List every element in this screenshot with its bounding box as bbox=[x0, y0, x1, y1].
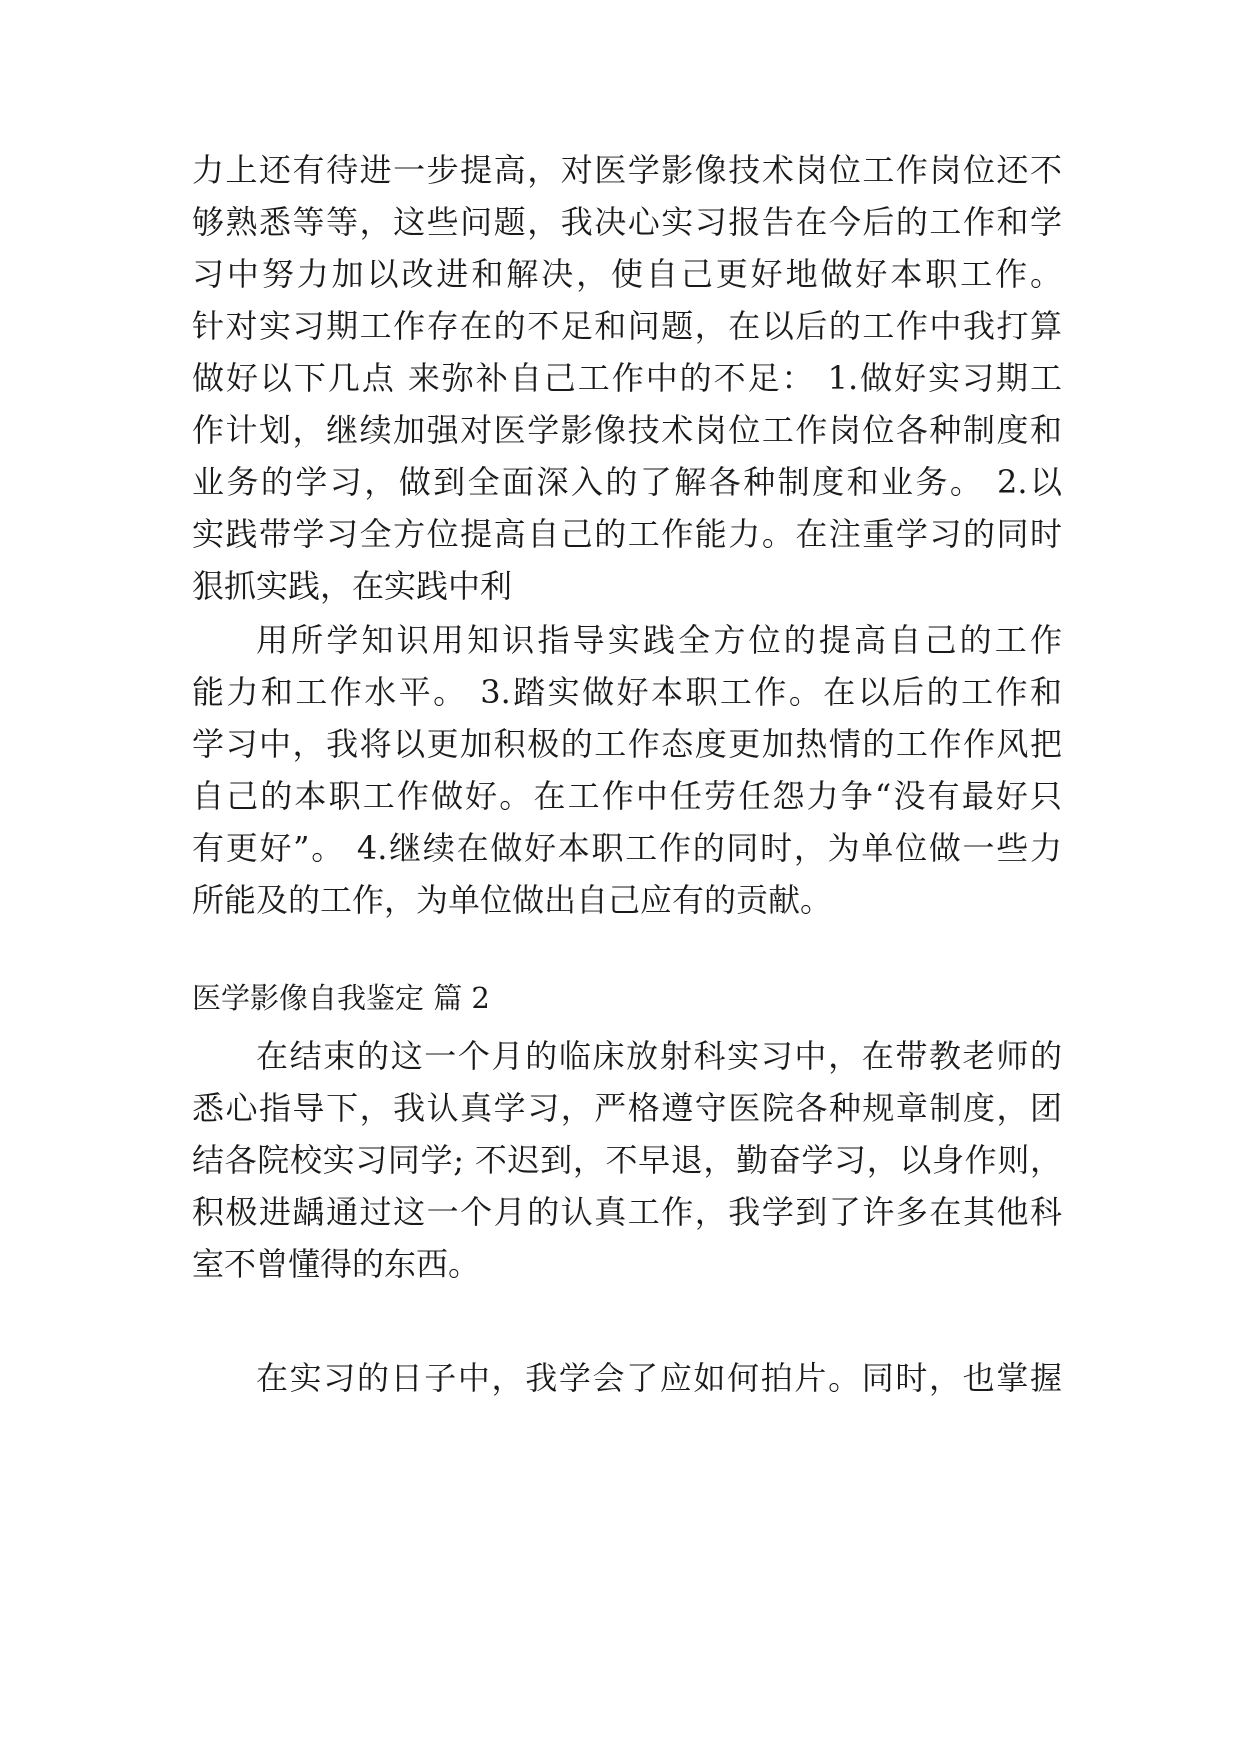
paragraph-line: 够熟悉等等，这些问题，我决心实习报告在今后的工作和学 bbox=[192, 203, 1062, 241]
paragraph-line: 习中努力加以改进和解决，使自己更好地做好本职工作。 bbox=[192, 255, 1062, 293]
paragraph-line: 实践带学习全方位提高自己的工作能力。在注重学习的同时 bbox=[192, 515, 1062, 553]
paragraph-line: 做好以下几点 来弥补自己工作中的不足： 1.做好实习期工 bbox=[192, 359, 1062, 397]
paragraph-line: 用所学知识用知识指导实践全方位的提高自己的工作 bbox=[256, 621, 1062, 659]
paragraph-line: 有更好”。 4.继续在做好本职工作的同时，为单位做一些力 bbox=[192, 829, 1062, 867]
section-heading: 医学影像自我鉴定 篇 2 bbox=[192, 981, 490, 1015]
paragraph-line: 业务的学习，做到全面深入的了解各种制度和业务。 2.以 bbox=[192, 463, 1062, 501]
paragraph-line: 结各院校实习同学; 不迟到，不早退，勤奋学习，以身作则， bbox=[192, 1141, 1062, 1179]
paragraph-line: 在实习的日子中，我学会了应如何拍片。同时，也掌握 bbox=[256, 1359, 1062, 1397]
paragraph-line: 室不曾懂得的东西。 bbox=[192, 1245, 481, 1283]
paragraph-line: 积极进龋通过这一个月的认真工作，我学到了许多在其他科 bbox=[192, 1193, 1062, 1231]
paragraph-line: 针对实习期工作存在的不足和问题，在以后的工作中我打算 bbox=[192, 307, 1062, 345]
paragraph-line: 狠抓实践，在实践中利 bbox=[192, 567, 513, 605]
paragraph-line: 能力和工作水平。 3.踏实做好本职工作。在以后的工作和 bbox=[192, 673, 1062, 711]
paragraph-line: 作计划，继续加强对医学影像技术岗位工作岗位各种制度和 bbox=[192, 411, 1062, 449]
paragraph-line: 在结束的这一个月的临床放射科实习中，在带教老师的 bbox=[256, 1037, 1062, 1075]
paragraph-line: 自己的本职工作做好。在工作中任劳任怨力争“没有最好只 bbox=[192, 777, 1062, 815]
paragraph-line: 悉心指导下，我认真学习，严格遵守医院各种规章制度，团 bbox=[192, 1089, 1062, 1127]
paragraph-line: 所能及的工作，为单位做出自己应有的贡献。 bbox=[192, 881, 833, 919]
paragraph-line: 学习中，我将以更加积极的工作态度更加热情的工作作风把 bbox=[192, 725, 1062, 763]
paragraph-line: 力上还有待进一步提高，对医学影像技术岗位工作岗位还不 bbox=[192, 151, 1062, 189]
